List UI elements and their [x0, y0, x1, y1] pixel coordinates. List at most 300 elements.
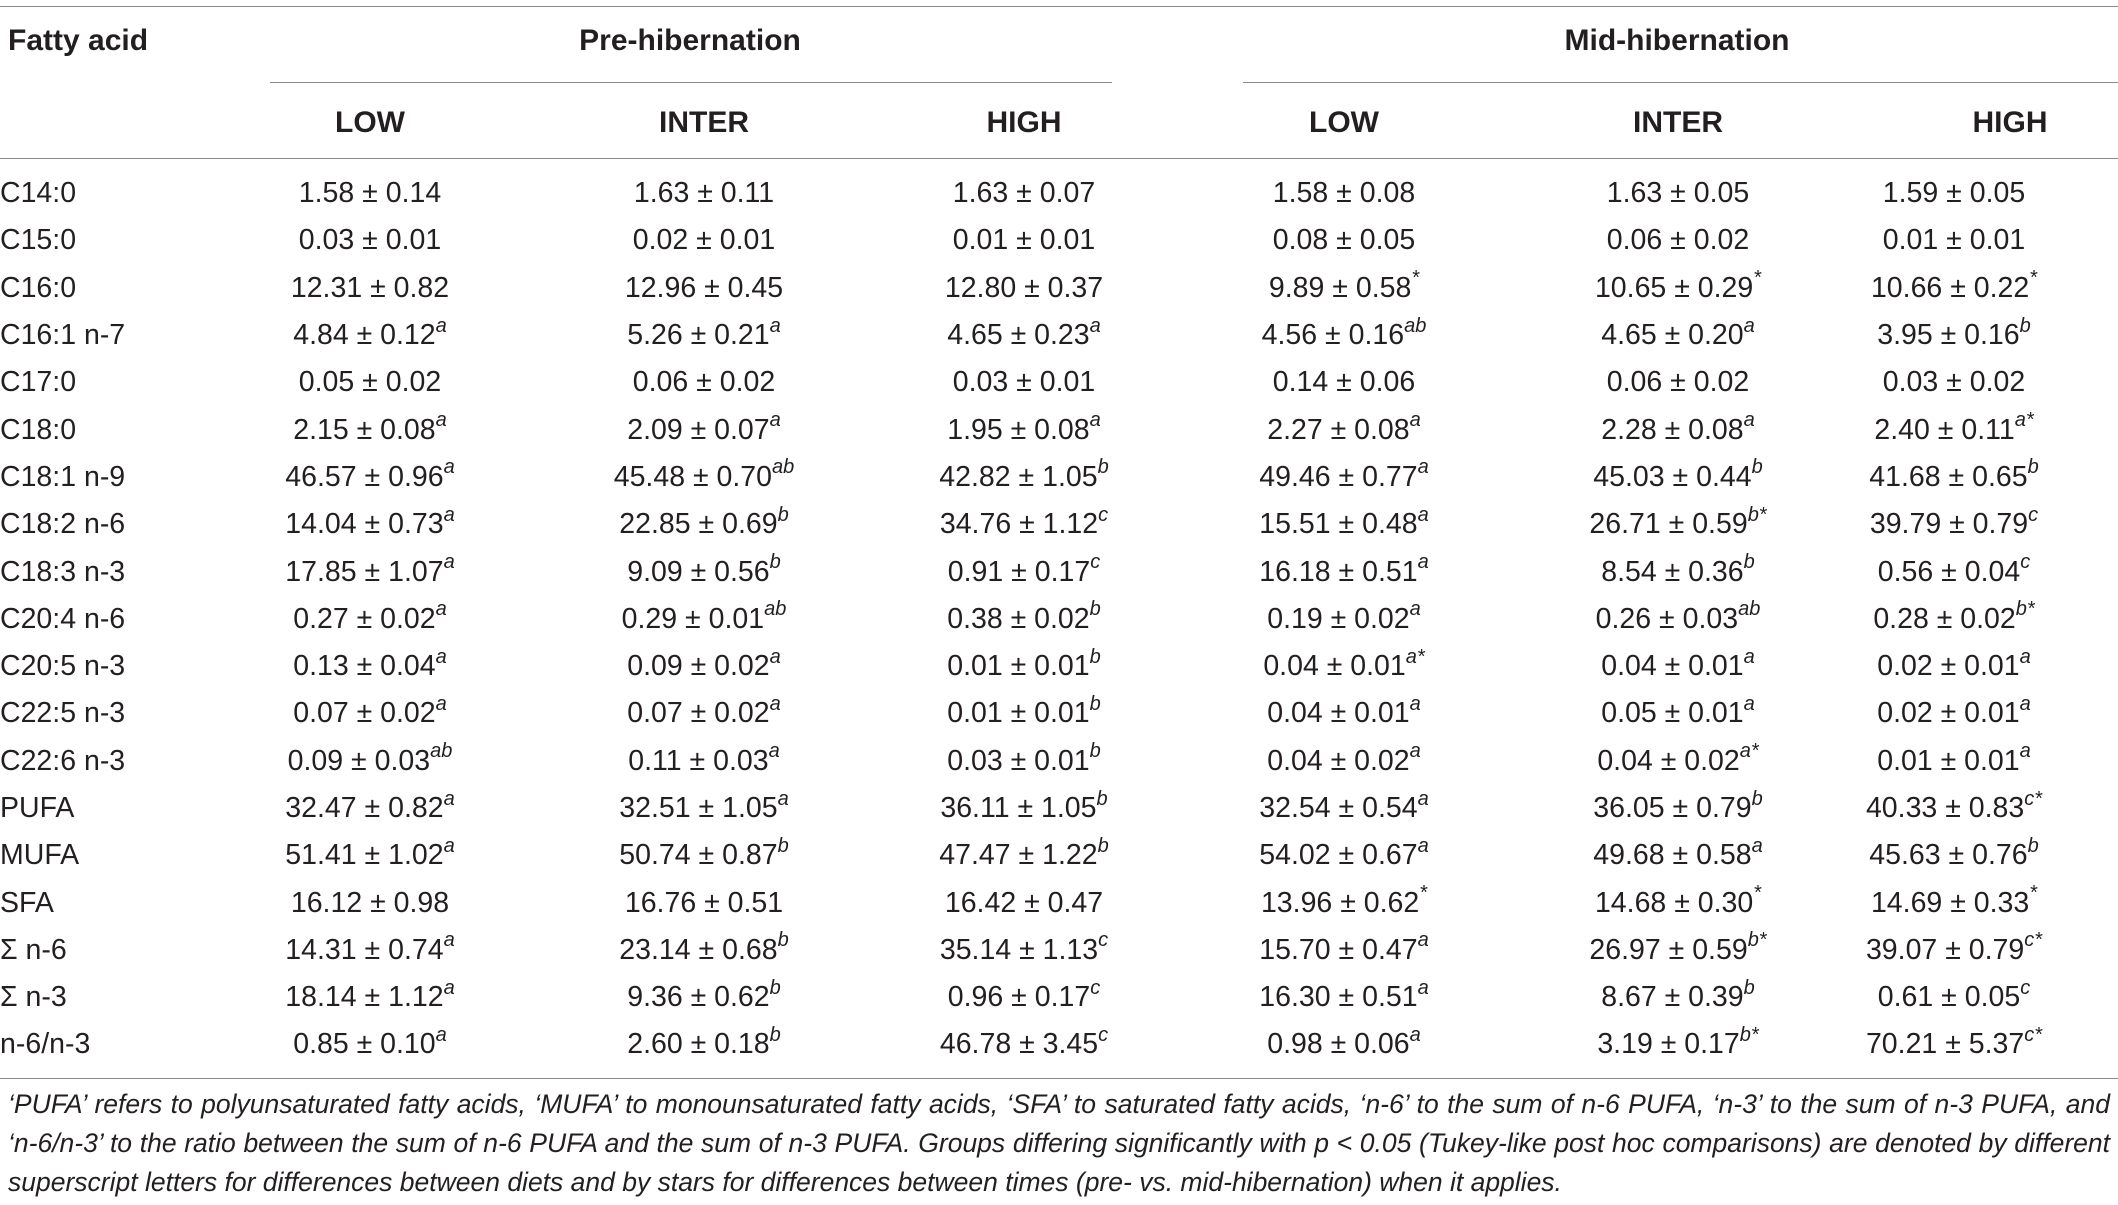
mean-se-value: 26.97 ± 0.59	[1589, 933, 1748, 966]
value-cell-pre-high	[926, 454, 1122, 501]
mid-hibernation-underline	[1243, 82, 2118, 83]
value-cell-mid-inter	[1566, 501, 1790, 548]
mean-se-value: 12.31 ± 0.82	[290, 271, 450, 304]
mean-se-value: 45.63 ± 0.76	[1869, 839, 2028, 872]
mean-se-value: 0.26 ± 0.03	[1595, 602, 1739, 635]
table-row	[0, 785, 2118, 832]
value-cell-pre-high	[926, 596, 1122, 643]
significance-superscript: *	[1753, 267, 1762, 290]
significance-superscript: a	[1089, 409, 1101, 432]
value-cell-pre-high	[926, 879, 1122, 926]
significance-superscript: a	[768, 740, 780, 763]
value-cell-pre-high	[926, 974, 1122, 1021]
significance-superscript: *	[2029, 882, 2038, 905]
mean-se-value: 0.28 ± 0.02	[1873, 602, 2016, 635]
mean-se-value: 0.06 ± 0.02	[1606, 224, 1750, 257]
significance-superscript: a	[1409, 598, 1421, 621]
mean-se-value: 0.08 ± 0.05	[1272, 224, 1416, 257]
significance-superscript: b	[2027, 456, 2039, 479]
significance-superscript: b	[2027, 834, 2039, 857]
mean-se-value: 16.30 ± 0.51	[1259, 981, 1418, 1014]
table-row	[0, 454, 2118, 501]
value-cell-pre-low	[258, 1021, 482, 1068]
significance-superscript: b	[1089, 740, 1101, 763]
value-cell-pre-inter	[482, 974, 926, 1021]
value-cell-pre-inter	[482, 454, 926, 501]
mean-se-value: 0.14 ± 0.06	[1272, 366, 1416, 399]
stub-header: Fatty acid	[8, 24, 149, 57]
mean-se-value: 16.18 ± 0.51	[1259, 555, 1418, 588]
value-cell-pre-inter	[482, 312, 926, 359]
mean-se-value: 39.79 ± 0.79	[1869, 508, 2029, 541]
significance-superscript: c	[1098, 929, 1109, 952]
value-cell-mid-high	[1790, 643, 2118, 690]
mean-se-value: 3.19 ± 0.17	[1597, 1028, 1740, 1061]
value-cell-mid-inter	[1566, 406, 1790, 453]
diet-header-mid-high: HIGH	[1972, 106, 2048, 139]
mean-se-value: 45.48 ± 0.70	[613, 460, 773, 493]
significance-superscript: b	[1751, 456, 1763, 479]
value-cell-mid-high	[1790, 927, 2118, 974]
mean-se-value: 0.05 ± 0.01	[1601, 697, 1744, 730]
table-row	[0, 596, 2118, 643]
value-cell-pre-low	[258, 879, 482, 926]
value-cell-pre-high	[926, 1021, 1122, 1068]
fatty-acid-label: MUFA	[0, 839, 80, 872]
mean-se-value: 2.28 ± 0.08	[1601, 413, 1744, 446]
value-cell-mid-low	[1122, 1021, 1566, 1068]
significance-superscript: a	[443, 787, 455, 810]
mean-se-value: 0.01 ± 0.01	[1882, 224, 2026, 257]
mean-se-value: 1.63 ± 0.05	[1606, 177, 1750, 210]
value-cell-pre-inter	[482, 879, 926, 926]
mean-se-value: 4.56 ± 0.16	[1261, 319, 1405, 352]
significance-superscript: a	[435, 645, 447, 668]
mean-se-value: 0.13 ± 0.04	[293, 650, 436, 683]
mean-se-value: 50.74 ± 0.87	[619, 839, 778, 872]
value-cell-mid-low	[1122, 690, 1566, 737]
mean-se-value: 47.47 ± 1.22	[939, 839, 1098, 872]
significance-superscript: a	[1417, 551, 1429, 574]
mean-se-value: 0.85 ± 0.10	[293, 1028, 436, 1061]
mean-se-value: 12.80 ± 0.37	[944, 271, 1104, 304]
value-cell-mid-high	[1790, 454, 2118, 501]
fatty-acid-label: PUFA	[0, 792, 75, 824]
mean-se-value: 17.85 ± 1.07	[285, 555, 444, 588]
value-cell-pre-inter	[482, 265, 926, 312]
mean-se-value: 1.58 ± 0.14	[298, 177, 442, 210]
mean-se-value: 0.01 ± 0.01	[1877, 744, 2020, 777]
mean-se-value: 0.01 ± 0.01	[947, 650, 1090, 683]
significance-superscript: a*	[2014, 409, 2034, 432]
value-cell-pre-low	[258, 974, 482, 1021]
table-row	[0, 312, 2118, 359]
diet-header-mid-low: LOW	[1309, 106, 1379, 139]
mean-se-value: 32.47 ± 0.82	[285, 792, 444, 824]
significance-superscript: a	[1743, 692, 1755, 715]
value-cell-mid-inter	[1566, 974, 1790, 1021]
value-cell-mid-low	[1122, 785, 1566, 832]
value-cell-pre-inter	[482, 1021, 926, 1068]
significance-superscript: c	[2020, 976, 2031, 999]
mean-se-value: 0.03 ± 0.02	[1882, 366, 2026, 399]
significance-superscript: b	[769, 551, 781, 574]
mean-se-value: 0.09 ± 0.02	[627, 650, 770, 683]
value-cell-mid-high	[1790, 832, 2118, 879]
value-cell-mid-inter	[1566, 265, 1790, 312]
significance-superscript: a	[435, 314, 447, 337]
value-cell-pre-low	[258, 738, 482, 785]
value-cell-pre-low	[258, 643, 482, 690]
value-cell-mid-low	[1122, 974, 1566, 1021]
mean-se-value: 32.51 ± 1.05	[619, 792, 778, 824]
value-cell-mid-low	[1122, 643, 1566, 690]
value-cell-pre-low	[258, 548, 482, 595]
mean-se-value: 0.56 ± 0.04	[1877, 555, 2021, 588]
value-cell-mid-high	[1790, 312, 2118, 359]
significance-superscript: c*	[2024, 929, 2043, 952]
mean-se-value: 54.02 ± 0.67	[1259, 839, 1418, 872]
value-cell-mid-inter	[1566, 832, 1790, 879]
value-cell-pre-low	[258, 927, 482, 974]
fatty-acid-label: C14:0	[0, 177, 77, 210]
mean-se-value: 9.89 ± 0.58	[1268, 271, 1412, 304]
value-cell-mid-inter	[1566, 596, 1790, 643]
significance-superscript: a	[2019, 645, 2031, 668]
significance-superscript: a	[769, 409, 781, 432]
value-cell-mid-inter	[1566, 454, 1790, 501]
mean-se-value: 0.19 ± 0.02	[1267, 602, 1410, 635]
significance-superscript: ab	[1738, 598, 1761, 621]
mean-se-value: 3.95 ± 0.16	[1877, 319, 2020, 352]
value-cell-pre-low	[258, 406, 482, 453]
mean-se-value: 2.60 ± 0.18	[627, 1028, 770, 1061]
value-cell-pre-low	[258, 217, 482, 264]
table-row	[0, 927, 2118, 974]
significance-superscript: a	[1743, 645, 1755, 668]
fatty-acid-label: C18:0	[0, 413, 77, 446]
value-cell-pre-high	[926, 643, 1122, 690]
diet-header-pre-high: HIGH	[986, 106, 1062, 139]
mean-se-value: 0.09 ± 0.03	[287, 744, 431, 777]
group-header-mid-hibernation: Mid-hibernation	[1564, 24, 1790, 57]
value-cell-pre-high	[926, 359, 1122, 406]
mean-se-value: 1.63 ± 0.07	[952, 177, 1096, 210]
table-row	[0, 548, 2118, 595]
significance-superscript: a	[1417, 976, 1429, 999]
group-header-pre-hibernation: Pre-hibernation	[579, 24, 801, 57]
significance-superscript: a	[777, 787, 789, 810]
mean-se-value: 23.14 ± 0.68	[619, 933, 778, 966]
mean-se-value: 0.02 ± 0.01	[1877, 697, 2020, 730]
value-cell-pre-low	[258, 454, 482, 501]
mean-se-value: 2.09 ± 0.07	[627, 413, 770, 446]
significance-superscript: ab	[764, 598, 787, 621]
value-cell-mid-high	[1790, 1021, 2118, 1068]
value-cell-pre-high	[926, 170, 1122, 217]
mean-se-value: 51.41 ± 1.02	[285, 839, 444, 872]
significance-superscript: b*	[1747, 503, 1767, 526]
mean-se-value: 46.57 ± 0.96	[285, 460, 444, 493]
significance-superscript: c*	[2024, 1023, 2043, 1046]
mean-se-value: 13.96 ± 0.62	[1260, 886, 1420, 919]
significance-superscript: b	[777, 929, 789, 952]
significance-superscript: a	[1417, 456, 1429, 479]
value-cell-pre-high	[926, 738, 1122, 785]
mean-se-value: 0.04 ± 0.01	[1601, 650, 1744, 683]
significance-superscript: a	[443, 503, 455, 526]
table-row	[0, 359, 2118, 406]
mean-se-value: 16.42 ± 0.47	[944, 886, 1104, 919]
value-cell-mid-high	[1790, 879, 2118, 926]
mean-se-value: 0.06 ± 0.02	[632, 366, 776, 399]
mean-se-value: 0.04 ± 0.02	[1267, 744, 1410, 777]
significance-superscript: b	[1089, 598, 1101, 621]
fatty-acid-label: C20:4 n-6	[0, 602, 126, 635]
table-bottom-rule	[0, 1078, 2118, 1079]
significance-superscript: a	[1743, 409, 1755, 432]
fatty-acid-label: C15:0	[0, 224, 77, 257]
significance-superscript: b	[1089, 645, 1101, 668]
value-cell-mid-high	[1790, 690, 2118, 737]
fatty-acid-label: C18:2 n-6	[0, 508, 126, 541]
mean-se-value: 5.26 ± 0.21	[627, 319, 770, 352]
fatty-acid-label: C22:5 n-3	[0, 697, 126, 730]
significance-superscript: b	[769, 1023, 781, 1046]
value-cell-mid-low	[1122, 359, 1566, 406]
mean-se-value: 2.15 ± 0.08	[293, 413, 436, 446]
mean-se-value: 0.02 ± 0.01	[632, 224, 776, 257]
mean-se-value: 70.21 ± 5.37	[1865, 1028, 2025, 1061]
value-cell-pre-high	[926, 927, 1122, 974]
value-cell-pre-inter	[482, 406, 926, 453]
table-row	[0, 265, 2118, 312]
significance-superscript: *	[1419, 882, 1428, 905]
fatty-acid-label: C18:1 n-9	[0, 460, 126, 493]
fatty-acid-label: C20:5 n-3	[0, 650, 126, 683]
significance-superscript: c*	[2024, 787, 2043, 810]
table-row	[0, 217, 2118, 264]
significance-superscript: b	[777, 834, 789, 857]
mean-se-value: 8.54 ± 0.36	[1601, 555, 1744, 588]
significance-superscript: a	[1751, 834, 1763, 857]
value-cell-pre-low	[258, 832, 482, 879]
mean-se-value: 0.11 ± 0.03	[628, 744, 769, 777]
fatty-acid-label: C22:6 n-3	[0, 744, 126, 777]
mean-se-value: 34.76 ± 1.12	[939, 508, 1099, 541]
significance-superscript: ab	[1404, 314, 1427, 337]
significance-superscript: a	[435, 409, 447, 432]
significance-superscript: a*	[1405, 645, 1425, 668]
header-bottom-rule	[0, 158, 2118, 159]
mean-se-value: 18.14 ± 1.12	[285, 981, 444, 1014]
value-cell-pre-high	[926, 785, 1122, 832]
mean-se-value: 1.59 ± 0.05	[1882, 177, 2026, 210]
value-cell-mid-inter	[1566, 312, 1790, 359]
significance-superscript: a	[1743, 314, 1755, 337]
mean-se-value: 0.04 ± 0.01	[1263, 650, 1406, 683]
mean-se-value: 8.67 ± 0.39	[1601, 981, 1744, 1014]
mean-se-value: 49.68 ± 0.58	[1593, 839, 1752, 872]
significance-superscript: b*	[1739, 1023, 1759, 1046]
significance-superscript: a	[2019, 740, 2031, 763]
significance-superscript: a	[1089, 314, 1101, 337]
fatty-acid-label: Σ n-3	[0, 981, 67, 1014]
mean-se-value: 16.76 ± 0.51	[624, 886, 784, 919]
mean-se-value: 1.63 ± 0.11	[633, 177, 775, 210]
value-cell-pre-low	[258, 690, 482, 737]
mean-se-value: 14.31 ± 0.74	[285, 933, 444, 966]
mean-se-value: 16.12 ± 0.98	[290, 886, 450, 919]
significance-superscript: a	[443, 976, 455, 999]
value-cell-mid-low	[1122, 454, 1566, 501]
table-row	[0, 832, 2118, 879]
significance-superscript: a	[769, 645, 781, 668]
mean-se-value: 36.11 ± 1.05	[940, 792, 1097, 824]
value-cell-pre-high	[926, 501, 1122, 548]
mean-se-value: 22.85 ± 0.69	[619, 508, 778, 541]
value-cell-mid-inter	[1566, 738, 1790, 785]
significance-superscript: b*	[2015, 598, 2035, 621]
value-cell-mid-high	[1790, 785, 2118, 832]
value-cell-pre-inter	[482, 501, 926, 548]
mean-se-value: 1.95 ± 0.08	[947, 413, 1090, 446]
table-row	[0, 643, 2118, 690]
value-cell-mid-high	[1790, 406, 2118, 453]
significance-superscript: a	[1409, 409, 1421, 432]
value-cell-pre-high	[926, 312, 1122, 359]
value-cell-mid-high	[1790, 217, 2118, 264]
fatty-acid-label: C16:1 n-7	[0, 319, 126, 352]
value-cell-mid-low	[1122, 596, 1566, 643]
value-cell-pre-inter	[482, 785, 926, 832]
mean-se-value: 0.07 ± 0.02	[627, 697, 770, 730]
value-cell-pre-inter	[482, 927, 926, 974]
value-cell-mid-inter	[1566, 1021, 1790, 1068]
mean-se-value: 26.71 ± 0.59	[1589, 508, 1748, 541]
value-cell-mid-inter	[1566, 643, 1790, 690]
table-row	[0, 501, 2118, 548]
mean-se-value: 0.96 ± 0.17	[947, 981, 1091, 1014]
mean-se-value: 2.27 ± 0.08	[1267, 413, 1410, 446]
value-cell-mid-inter	[1566, 170, 1790, 217]
significance-superscript: a	[1409, 692, 1421, 715]
mean-se-value: 0.06 ± 0.02	[1606, 366, 1750, 399]
significance-superscript: a	[443, 929, 455, 952]
value-cell-pre-low	[258, 785, 482, 832]
table-row	[0, 170, 2118, 217]
table-row	[0, 406, 2118, 453]
value-cell-pre-inter	[482, 596, 926, 643]
value-cell-mid-low	[1122, 265, 1566, 312]
value-cell-mid-low	[1122, 217, 1566, 264]
mean-se-value: 45.03 ± 0.44	[1593, 460, 1752, 493]
mean-se-value: 14.68 ± 0.30	[1594, 886, 1754, 919]
significance-superscript: b	[1743, 976, 1755, 999]
significance-superscript: a	[1409, 1023, 1421, 1046]
mean-se-value: 0.04 ± 0.01	[1267, 697, 1410, 730]
pre-hibernation-underline	[270, 82, 1112, 83]
mean-se-value: 0.38 ± 0.02	[947, 602, 1090, 635]
mean-se-value: 0.07 ± 0.02	[293, 697, 436, 730]
value-cell-mid-high	[1790, 501, 2118, 548]
significance-superscript: c	[1098, 1023, 1109, 1046]
value-cell-pre-low	[258, 265, 482, 312]
significance-superscript: b	[1096, 787, 1108, 810]
mean-se-value: 2.40 ± 0.11	[1874, 413, 2015, 446]
table-footnote: ‘PUFA’ refers to polyunsaturated fatty acids, ‘MUFA’ to monounsaturated fatty acids, ‘SFA’ to saturated fatty acids, ‘n-6’ to the sum of n-6 PUFA, ‘n-3’ to the sum of n-3 PUFA, and ‘n-6/n-3’ to the ratio between the sum of n-6 PUFA and the sum of n-3 PUFA. Groups differing significantly with p < 0.05 (Tukey-like post hoc comparisons) are denoted by different superscript letters for differences between diets and by stars for differences between times (pre- vs. mid-hibernation) when it applies.	[8, 1089, 2110, 1197]
significance-superscript: a*	[1739, 740, 1759, 763]
mean-se-value: 46.78 ± 3.45	[939, 1028, 1099, 1061]
value-cell-mid-inter	[1566, 217, 1790, 264]
mean-se-value: 0.91 ± 0.17	[947, 555, 1091, 588]
significance-superscript: *	[2029, 267, 2038, 290]
fatty-acid-label: Σ n-6	[0, 933, 67, 966]
value-cell-pre-inter	[482, 359, 926, 406]
mean-se-value: 0.05 ± 0.02	[298, 366, 442, 399]
table-row	[0, 1021, 2118, 1068]
value-cell-mid-low	[1122, 832, 1566, 879]
significance-superscript: ab	[772, 456, 795, 479]
mean-se-value: 0.01 ± 0.01	[947, 697, 1090, 730]
fatty-acid-label: n-6/n-3	[0, 1028, 91, 1061]
significance-superscript: c	[2028, 503, 2039, 526]
value-cell-pre-inter	[482, 643, 926, 690]
mean-se-value: 41.68 ± 0.65	[1869, 460, 2028, 493]
significance-superscript: a	[769, 314, 781, 337]
significance-superscript: c	[1090, 551, 1101, 574]
mean-se-value: 40.33 ± 0.83	[1865, 792, 2025, 824]
table-row	[0, 974, 2118, 1021]
mean-se-value: 1.58 ± 0.08	[1272, 177, 1416, 210]
value-cell-pre-high	[926, 548, 1122, 595]
table-row	[0, 738, 2118, 785]
mean-se-value: 0.61 ± 0.05	[1877, 981, 2021, 1014]
value-cell-pre-high	[926, 406, 1122, 453]
mean-se-value: 49.46 ± 0.77	[1259, 460, 1418, 493]
significance-superscript: a	[1417, 787, 1429, 810]
fatty-acid-label: C18:3 n-3	[0, 555, 126, 588]
mean-se-value: 0.03 ± 0.01	[947, 744, 1090, 777]
value-cell-mid-inter	[1566, 359, 1790, 406]
significance-superscript: a	[443, 456, 455, 479]
significance-superscript: a	[443, 834, 455, 857]
mean-se-value: 14.69 ± 0.33	[1870, 886, 2030, 919]
value-cell-mid-inter	[1566, 879, 1790, 926]
mean-se-value: 9.09 ± 0.56	[627, 555, 770, 588]
mean-se-value: 36.05 ± 0.79	[1593, 792, 1752, 824]
mean-se-value: 0.03 ± 0.01	[952, 366, 1096, 399]
significance-superscript: a	[435, 692, 447, 715]
significance-superscript: b	[1089, 692, 1101, 715]
mean-se-value: 0.98 ± 0.06	[1267, 1028, 1410, 1061]
significance-superscript: b	[1751, 787, 1763, 810]
value-cell-pre-inter	[482, 832, 926, 879]
significance-superscript: a	[443, 551, 455, 574]
value-cell-mid-low	[1122, 879, 1566, 926]
table-body	[0, 170, 2118, 1069]
value-cell-mid-low	[1122, 548, 1566, 595]
value-cell-mid-high	[1790, 265, 2118, 312]
value-cell-pre-high	[926, 217, 1122, 264]
value-cell-mid-low	[1122, 927, 1566, 974]
value-cell-pre-low	[258, 170, 482, 217]
value-cell-pre-inter	[482, 170, 926, 217]
significance-superscript: a	[435, 598, 447, 621]
significance-superscript: b	[777, 503, 789, 526]
value-cell-mid-low	[1122, 406, 1566, 453]
mean-se-value: 4.65 ± 0.23	[947, 319, 1090, 352]
